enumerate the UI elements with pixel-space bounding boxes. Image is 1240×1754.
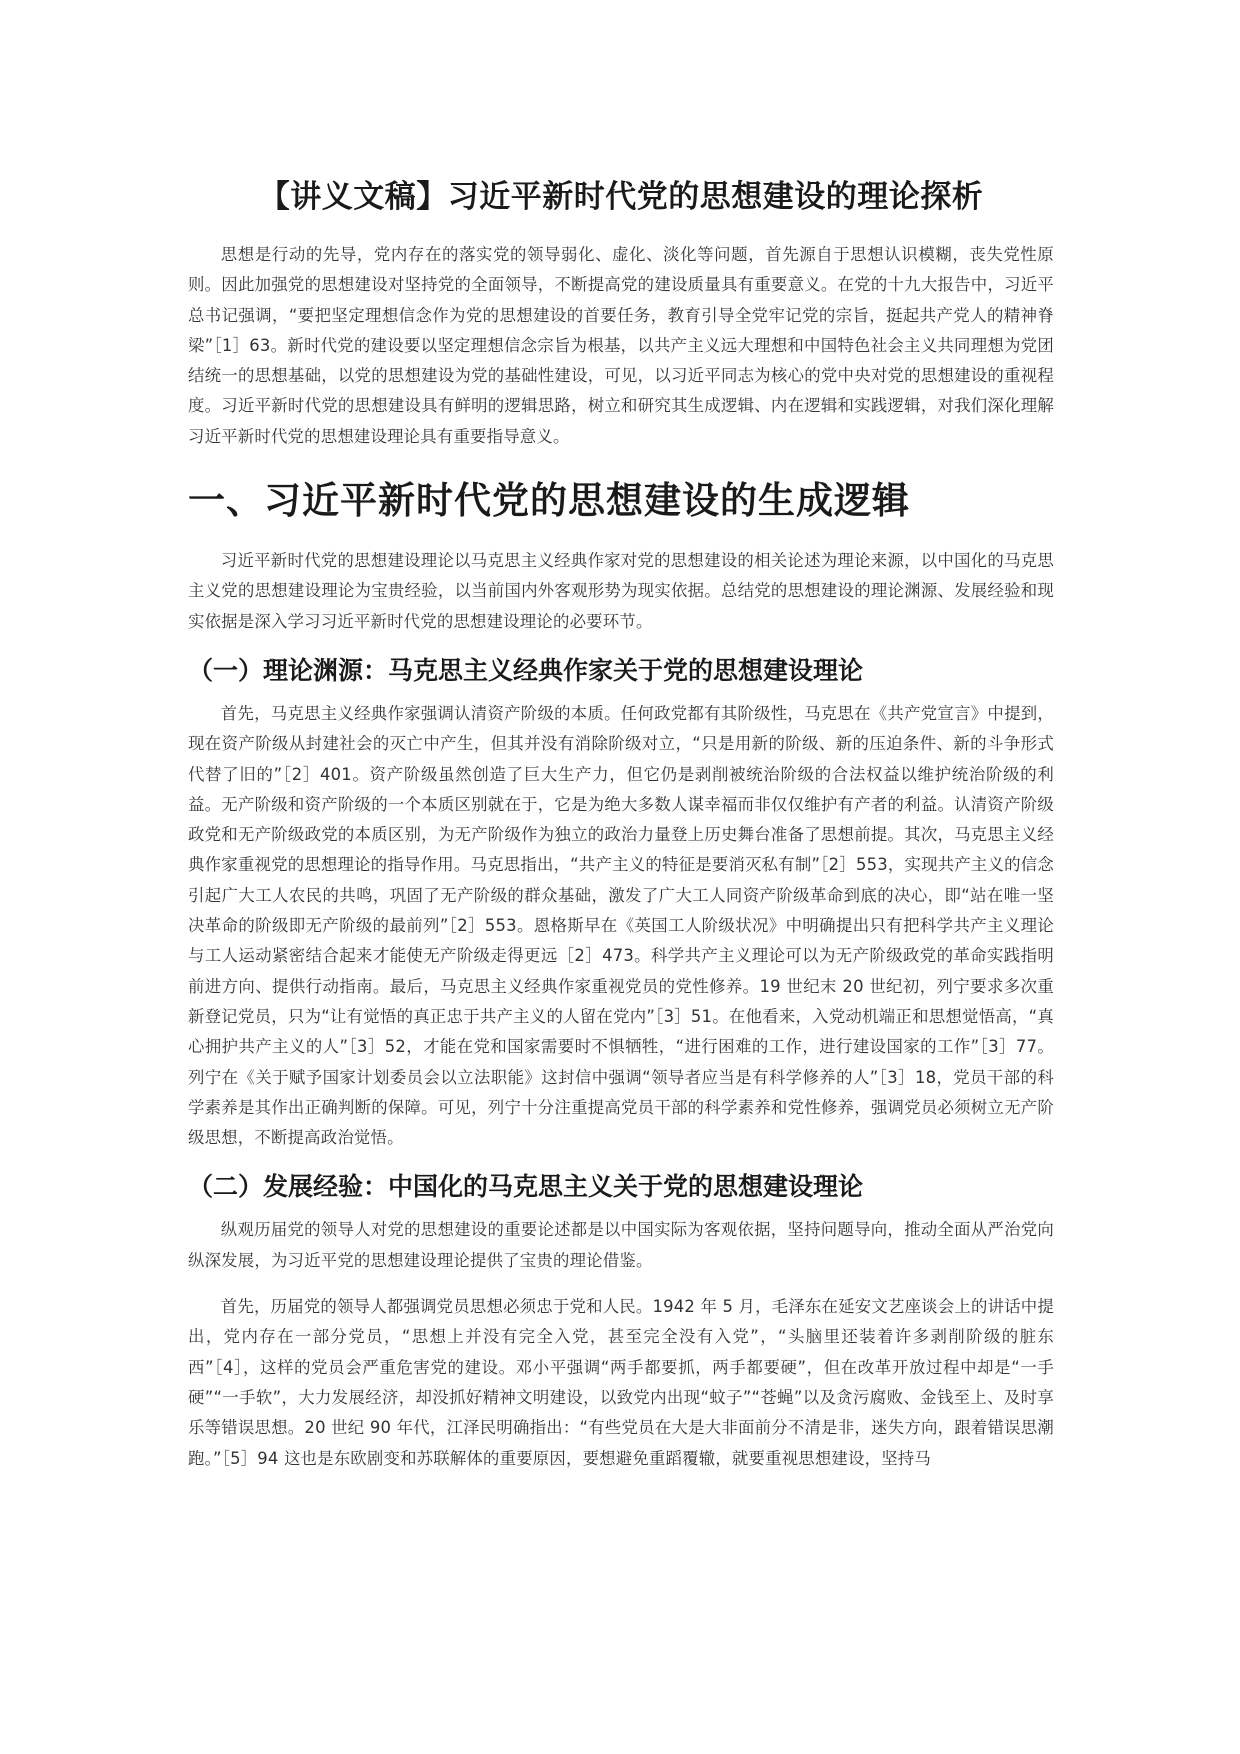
document-title: 【讲义文稿】习近平新时代党的思想建设的理论探析 — [258, 179, 984, 215]
subsection-heading-1: （一）理论渊源：马克思主义经典作家关于党的思想建设理论 — [188, 655, 864, 685]
document-body — [188, 172, 1054, 1474]
section-heading-1: 一、习近平新时代党的思想建设的生成逻辑 — [188, 478, 910, 523]
subsection-heading-2: （二）发展经验：中国化的马克思主义关于党的思想建设理论 — [188, 1172, 864, 1202]
section-intro-paragraph: 习近平新时代党的思想建设理论以马克思主义经典作家对党的思想建设的相关论述为理论来源，以中国化的马克思主义党的思想建设理论为宝贵经验，以当前国内外客观形势为现实依据。总结党的思想建设的理论渊源、发展经验和现实依据是深入学习习近平新时代党的思想建设理论的必要环节。 — [188, 551, 1054, 631]
intro-paragraph: 思想是行动的先导，党内存在的落实党的领导弱化、虚化、淡化等问题，首先源自于思想认识模糊，丧失党性原则。因此加强党的思想建设对坚持党的全面领导，不断提高党的建设质量具有重要意义。在党的十九大报告中，习近平总书记强调，“要把坚定理想信念作为党的思想建设的首要任务，教育引导全党牢记党的宗旨，挺起共产党人的精神脊梁”［1］63。新时代党的建设要以坚定理想信念宗旨为根基，以共产主义远大理想和中国特色社会主义共同理想为党团结统一的思想基础，以党的思想建设为党的基础性建设，可见，以习近平同志为核心的党中央对党的思想建设的重视程度。习近平新时代党的思想建设具有鲜明的逻辑思路，树立和研究其生成逻辑、内在逻辑和实践逻辑，对我们深化理解习近平新时代党的思想建设理论具有重要指导意义。 — [188, 245, 1054, 446]
subsection-1-paragraph: 首先，马克思主义经典作家强调认清资产阶级的本质。任何政党都有其阶级性，马克思在《共产党宣言》中提到，现在资产阶级从封建社会的灭亡中产生，但其并没有消除阶级对立，“只是用新的阶级、新的压迫条件、新的斗争形式代替了旧的”［2］401。资产阶级虽然创造了巨大生产力，但它仍是剥削被统治阶级的合法权益以维护统治阶级的利益。无产阶级和资产阶级的一个本质区别就在于，它是为绝大多数人谋幸福而非仅仅维护有产者的利益。认清资产阶级政党和无产阶级政党的本质区别，为无产阶级作为独立的政治力量登上历史舞台准备了思想前提。其次，马克思主义经典作家重视党的思想理论的指导作用。马克思指出，“共产主义的特征是要消灭私有制”［2］553，实现共产主义的信念引起广大工人农民的共鸣，巩固了无产阶级的群众基础，激发了广大工人同资产阶级革命到底的决心，即“站在唯一坚决革命的阶级即无产阶级的最前列”［2］553。恩格斯早在《英国工人阶级状况》中明确提出只有把科学共产主义理论与工人运动紧密结合起来才能使无产阶级走得更远［2］473。科学共产主义理论可以为无产阶级政党的革命实践指明前进方向、提供行动指南。最后，马克思主义经典作家重视党员的党性修养。19 世纪末 20 世纪初，列宁要求多次重新登记党员，只为“让有觉悟的真正忠于共产主义的人留在党内”［3］51。在他看来，入党动机端正和思想觉悟高，“真心拥护共产主义的人”［3］52，才能在党和国家需要时不惧牺牲，“进行困难的工作，进行建设国家的工作”［3］77。列宁在《关于赋予国家计划委员会以立法职能》这封信中强调“领导者应当是有科学修养的人”［3］18，党员干部的科学素养是其作出正确判断的保障。可见，列宁十分注重提高党员干部的科学素养和党性修养，强调党员必须树立无产阶级思想，不断提高政治觉悟。 — [188, 703, 1054, 1148]
subsection-2-intro-paragraph: 纵观历届党的领导人对党的思想建设的重要论述都是以中国实际为客观依据，坚持问题导向，推动全面从严治党向纵深发展，为习近平党的思想建设理论提供了宝贵的理论借鉴。 — [188, 1220, 1054, 1270]
subsection-2-paragraph: 首先，历届党的领导人都强调党员思想必须忠于党和人民。1942 年 5 月，毛泽东在延安文艺座谈会上的讲话中提出，党内存在一部分党员，“思想上并没有完全入党，甚至完全没有入党”，“头脑里还装着许多剥削阶级的脏东西”［4］，这样的党员会严重危害党的建设。邓小平强调“两手都要抓，两手都要硬”，但在改革开放过程中却是“一手硬”“一手软”，大力发展经济，却没抓好精神文明建设，以致党内出现“蚊子”“苍蝇”以及贪污腐败、金钱至上、及时享乐等错误思想。20 世纪 90 年代，江泽民明确指出：“有些党员在大是大非面前分不清是非，迷失方向，跟着错误思潮跑。”［5］94 这也是东欧剧变和苏联解体的重要原因，要想避免重蹈覆辙，就要重视思想建设，坚持马 — [188, 1297, 1054, 1468]
